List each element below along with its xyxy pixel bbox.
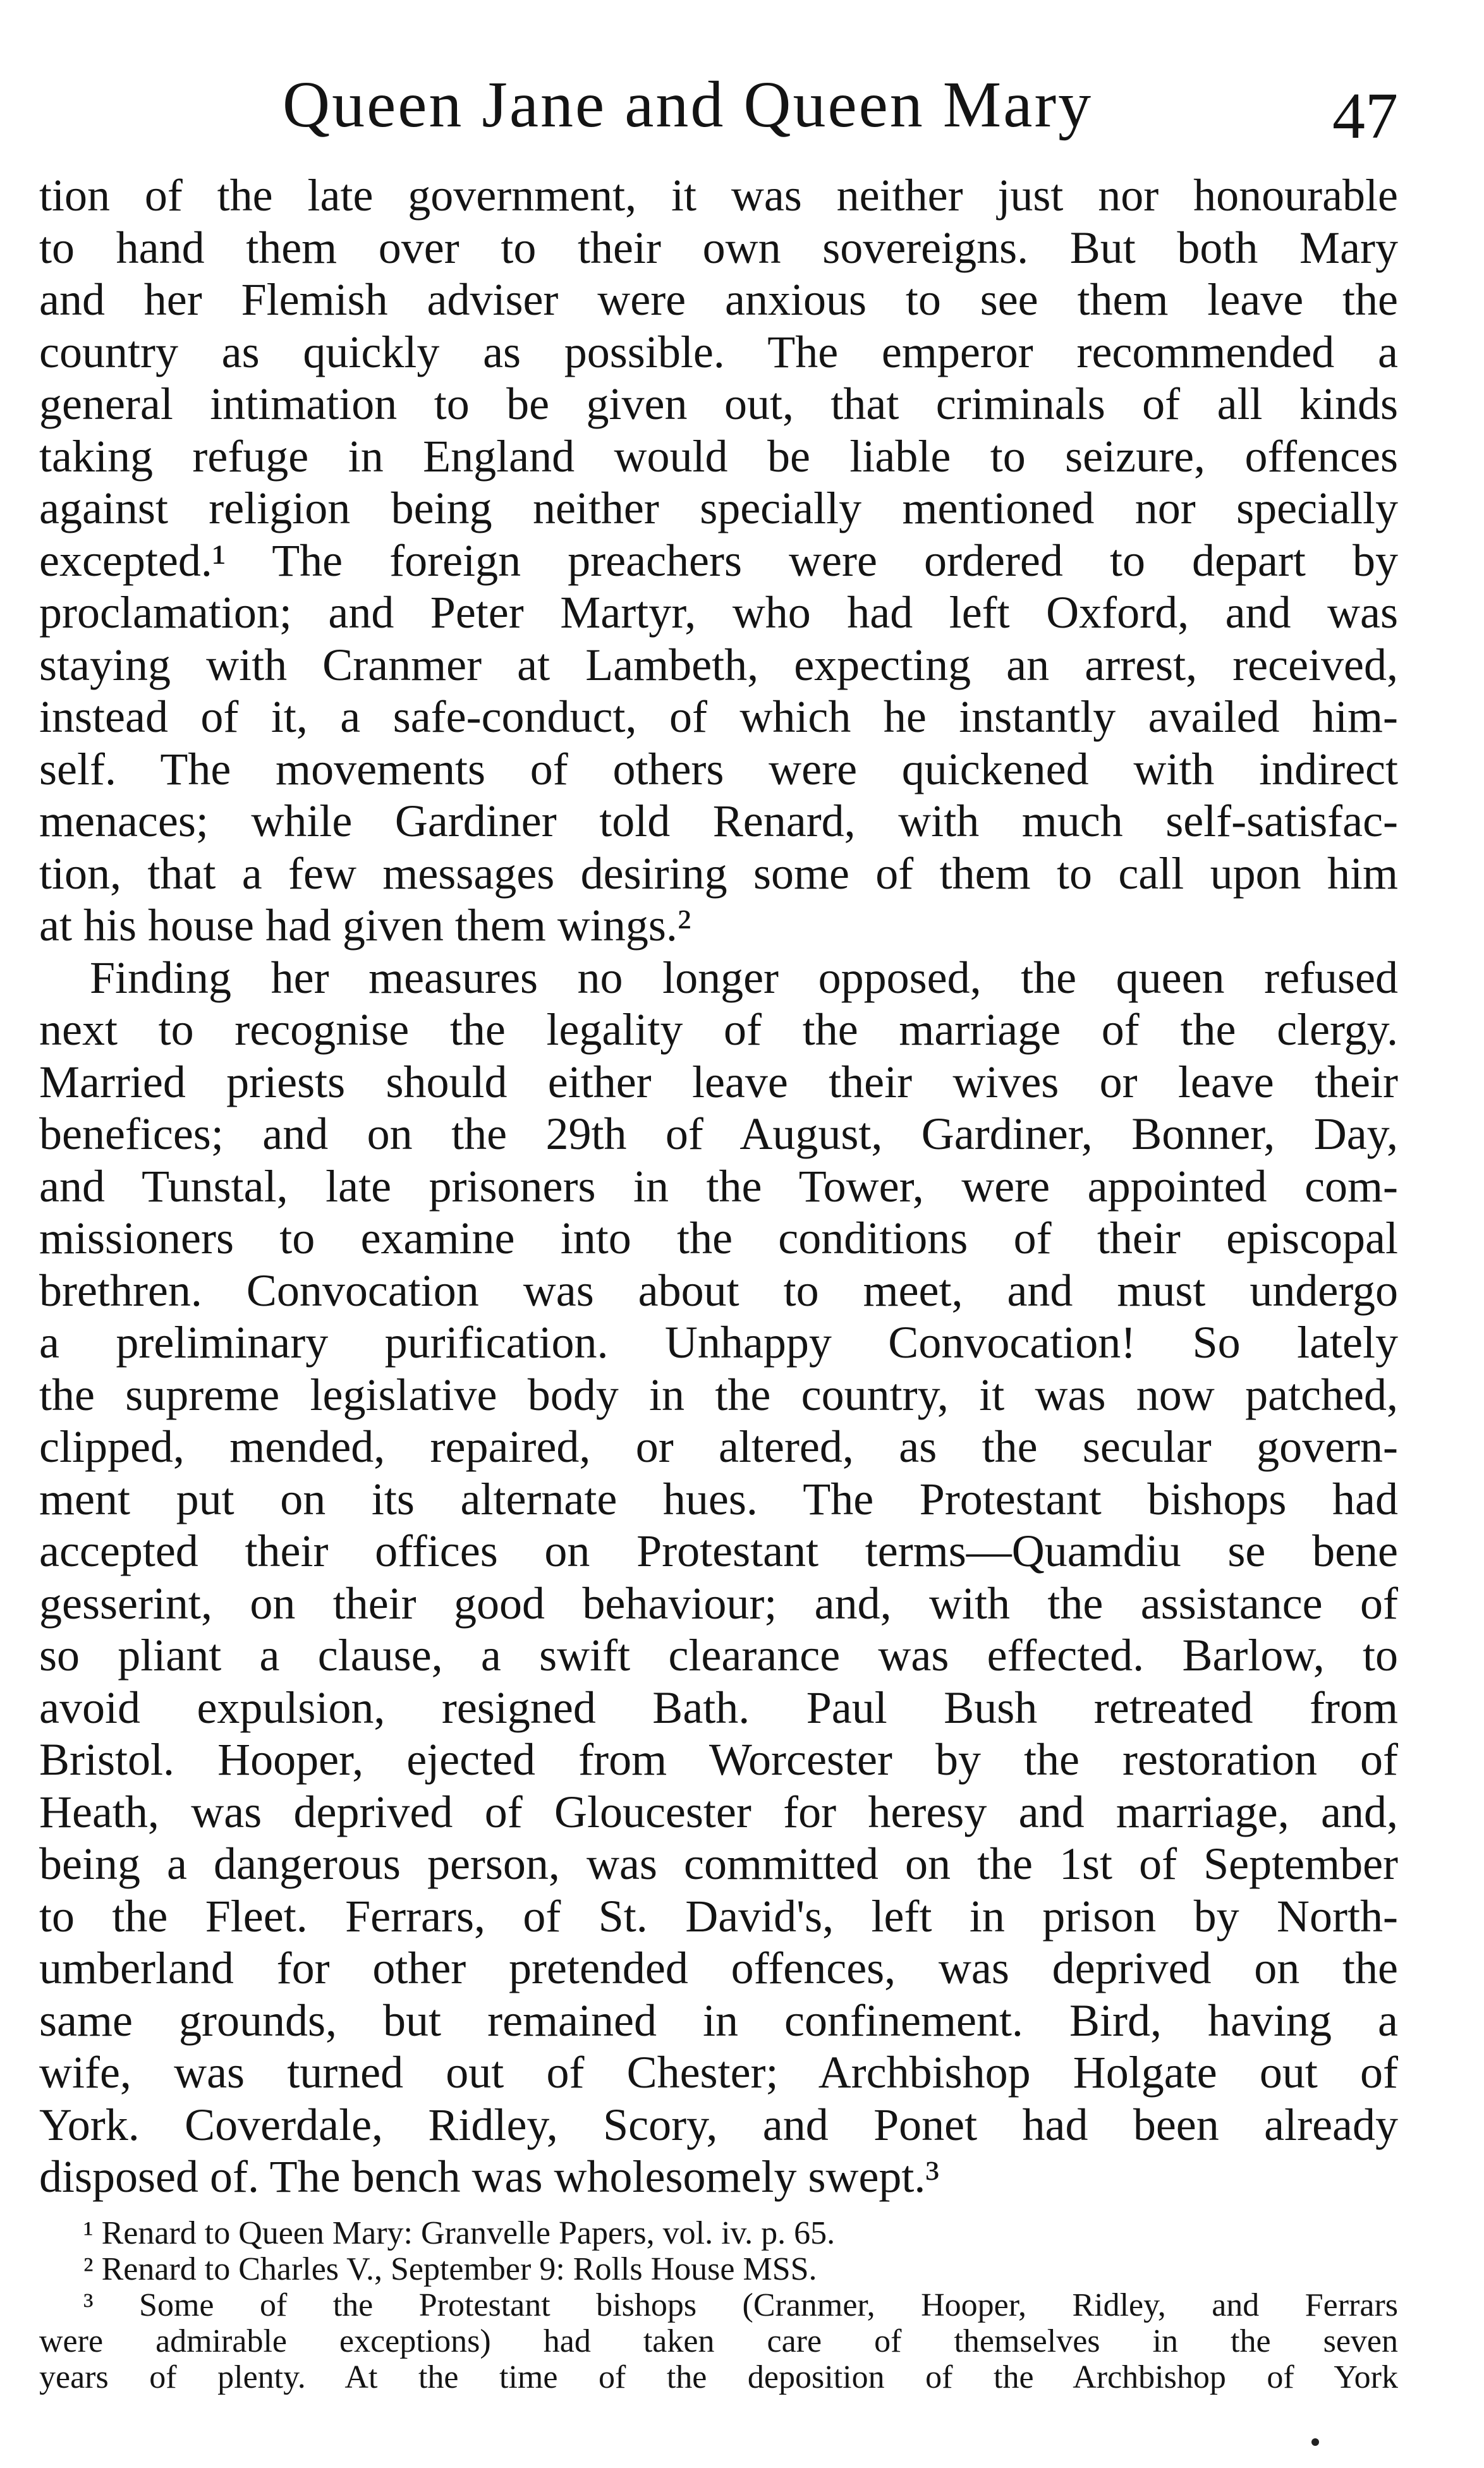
footnote-3-continued: were admirable exceptions) had taken care of themselves in the seven xyxy=(39,2323,1398,2359)
body-line: and Tunstal, late prisoners in the Tower, were appointed com- xyxy=(39,1160,1398,1212)
ink-speck xyxy=(1311,2438,1319,2446)
body-line: to hand them over to their own sovereigns. But both Mary xyxy=(39,222,1398,273)
body-line: Bristol. Hooper, ejected from Worcester by the restoration of xyxy=(39,1734,1398,1785)
body-line: the supreme legislative body in the country, it was now patched, xyxy=(39,1369,1398,1420)
body-line: Finding her measures no longer opposed, the queen refused xyxy=(90,952,1398,1003)
body-line: disposed of. The bench was wholesomely swept.³ xyxy=(39,2151,940,2202)
footnote-3-continued: years of plenty. At the time of the deposition of the Archbishop of York xyxy=(39,2359,1398,2395)
body-line: country as quickly as possible. The emperor recommended a xyxy=(39,326,1398,377)
footnote-1: ¹ Renard to Queen Mary: Granvelle Papers, vol. iv. p. 65. xyxy=(83,2215,836,2251)
body-line: wife, was turned out of Chester; Archbishop Holgate out of xyxy=(39,2047,1398,2098)
body-line: same grounds, but remained in confinement. Bird, having a xyxy=(39,1995,1398,2046)
body-line: at his house had given them wings.² xyxy=(39,900,691,951)
body-line: Married priests should either leave their wives or leave their xyxy=(39,1056,1398,1107)
body-line: Heath, was deprived of Gloucester for heresy and marriage, and, xyxy=(39,1786,1398,1837)
body-line: umberland for other pretended offences, was deprived on the xyxy=(39,1943,1398,1993)
body-line: tion of the late government, it was neither just nor honourable xyxy=(39,170,1398,221)
body-line: general intimation to be given out, that criminals of all kinds xyxy=(39,379,1398,429)
body-line: excepted.¹ The foreign preachers were ordered to depart by xyxy=(39,535,1398,586)
body-line: missioners to examine into the conditions of their episcopal xyxy=(39,1213,1398,1263)
footnotes xyxy=(39,2215,1398,2395)
body-line: gesserint, on their good behaviour; and, with the assistance of xyxy=(39,1577,1398,1629)
body-line: clipped, mended, repaired, or altered, as the secular govern- xyxy=(39,1421,1398,1472)
body-text xyxy=(39,169,1398,2203)
body-line: instead of it, a safe-conduct, of which he instantly availed him- xyxy=(39,691,1398,742)
running-head xyxy=(39,61,1398,152)
body-line: benefices; and on the 29th of August, Gardiner, Bonner, Day, xyxy=(39,1109,1398,1159)
body-line: taking refuge in England would be liable to seizure, offences xyxy=(39,430,1398,482)
footnote-3: ³ Some of the Protestant bishops (Cranmer, Hooper, Ridley, and Ferrars xyxy=(83,2287,1398,2323)
body-line: so pliant a clause, a swift clearance was effected. Barlow, to xyxy=(39,1630,1398,1681)
body-line: staying with Cranmer at Lambeth, expecting an arrest, received, xyxy=(39,639,1398,690)
body-line: tion, that a few messages desiring some of them to call upon him xyxy=(39,848,1398,899)
body-line: brethren. Convocation was about to meet, and must undergo xyxy=(39,1265,1398,1316)
body-line: accepted their offices on Protestant terms—Quamdiu se bene xyxy=(39,1526,1398,1576)
body-line: ment put on its alternate hues. The Protestant bishops had xyxy=(39,1473,1398,1524)
footnote-2: ² Renard to Charles V., September 9: Rolls House MSS. xyxy=(83,2251,817,2287)
running-head-title: Queen Jane and Queen Mary xyxy=(283,68,1093,141)
body-line: and her Flemish adviser were anxious to see them leave the xyxy=(39,274,1398,325)
body-line: against religion being neither specially mentioned nor specially xyxy=(39,483,1398,533)
body-line: to the Fleet. Ferrars, of St. David's, left in prison by North- xyxy=(39,1890,1398,1942)
page-number: 47 xyxy=(1332,80,1398,152)
body-line: next to recognise the legality of the marriage of the clergy. xyxy=(39,1004,1398,1055)
body-line: York. Coverdale, Ridley, Scory, and Ponet had been already xyxy=(39,2099,1398,2150)
body-line: self. The movements of others were quickened with indirect xyxy=(39,743,1398,794)
body-line: avoid expulsion, resigned Bath. Paul Bush retreated from xyxy=(39,1682,1398,1733)
body-line: menaces; while Gardiner told Renard, with much self-satisfac- xyxy=(39,796,1398,846)
body-line: being a dangerous person, was committed on the 1st of September xyxy=(39,1839,1398,1889)
body-line: proclamation; and Peter Martyr, who had left Oxford, and was xyxy=(39,587,1398,638)
body-line: a preliminary purification. Unhappy Convocation! So lately xyxy=(39,1317,1398,1368)
